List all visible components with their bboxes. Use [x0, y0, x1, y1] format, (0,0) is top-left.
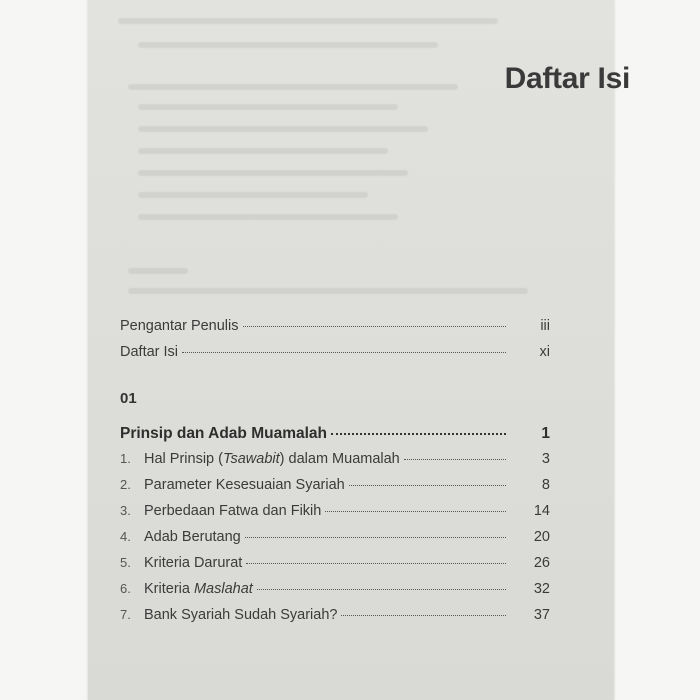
leader-dots: [243, 325, 507, 327]
toc-sub-entry: [120, 451, 550, 467]
toc-page-number: 26: [533, 555, 550, 571]
leader-dots: [245, 536, 506, 538]
leader-dots: [246, 562, 506, 564]
toc-entry-label: Daftar Isi: [120, 344, 179, 360]
toc-entry-label: 2. Parameter Kesesuaian Syariah: [120, 477, 345, 493]
toc-page-number: 8: [541, 477, 550, 493]
toc-page-number: 32: [533, 581, 550, 597]
toc-sub-entry: [120, 581, 550, 597]
toc-page-number: xi: [539, 344, 550, 360]
show-through-text: [118, 0, 588, 300]
leader-dots: [331, 432, 506, 435]
leader-dots: [349, 484, 506, 486]
toc-entry-label: 3. Perbedaan Fatwa dan Fikih: [120, 503, 322, 519]
toc-sub-entry: [120, 503, 550, 519]
toc-page-number: iii: [540, 318, 550, 334]
leader-dots: [325, 510, 506, 512]
leader-dots: [404, 458, 506, 460]
toc-page-number: 20: [533, 529, 550, 545]
chapter-title: Prinsip dan Adab Muamalah: [120, 425, 327, 442]
toc-entry-daftar-isi: [120, 344, 550, 360]
page-title: Daftar Isi: [504, 62, 630, 95]
toc-entry-label: Pengantar Penulis: [120, 318, 239, 334]
leader-dots: [257, 588, 506, 590]
toc-entry-pengantar: [120, 318, 550, 334]
toc-chapter-entry: [120, 425, 550, 443]
toc-page-number: 14: [533, 503, 550, 519]
toc-sub-entry: [120, 529, 550, 545]
toc-entry-label: 7. Bank Syariah Sudah Syariah?: [120, 607, 338, 623]
toc-page-number: 3: [541, 451, 550, 467]
leader-dots: [182, 351, 506, 353]
toc-entry-label: 5. Kriteria Darurat: [120, 555, 243, 571]
toc-sub-entry: [120, 477, 550, 493]
leader-dots: [341, 614, 506, 616]
chapter-number: 01: [120, 390, 137, 407]
toc-entry-label: 6. Kriteria Maslahat: [120, 581, 253, 597]
toc-page-number: 1: [541, 425, 550, 442]
toc-sub-entry: [120, 555, 550, 571]
toc-sub-entry: [120, 607, 550, 623]
toc-entry-label: 4. Adab Berutang: [120, 529, 241, 545]
toc-entry-label: 1. Hal Prinsip (Tsawabit) dalam Muamalah: [120, 451, 400, 467]
toc-page-number: 37: [533, 607, 550, 623]
